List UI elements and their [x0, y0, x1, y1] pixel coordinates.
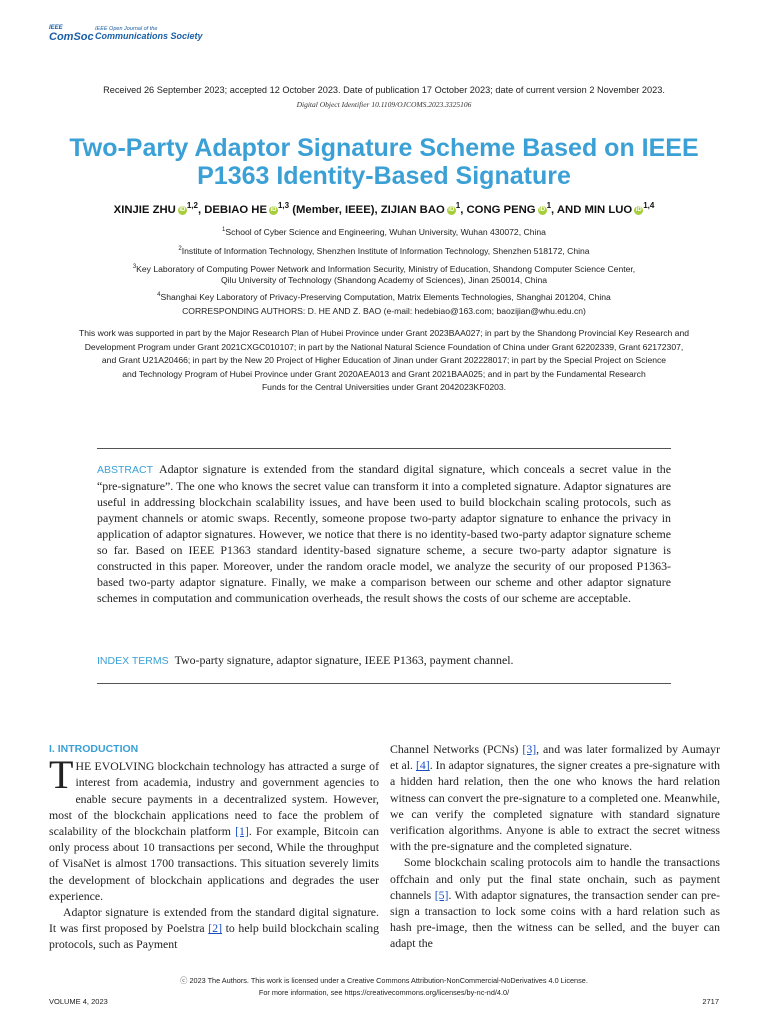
journal-name-line2: Communications Society — [95, 31, 203, 41]
journal-name-line1: IEEE Open Journal of the — [95, 26, 158, 32]
citation-link[interactable]: [2] — [208, 921, 223, 936]
volume-footer: VOLUME 4, 2023 — [49, 997, 108, 1006]
author-name: XINJIE ZHU — [113, 203, 176, 216]
paragraph — [390, 854, 720, 951]
funding-line: Development Program under Grant 2021CXGC010107; in part by the National Natural Science Foundation of China under Grant 62202339, Grant 62172307, — [84, 341, 684, 352]
orcid-icon[interactable]: iD — [448, 206, 455, 213]
corresponding-authors: CORRESPONDING AUTHORS: D. HE AND Z. BAO (e-mail: hedebiao@163.com; baozijian@whu.edu.cn) — [182, 306, 586, 316]
paragraph-text: Some blockchain scaling protocols aim to handle the transactions offchain and only put the final state onchain, such as payment channels — [390, 855, 720, 902]
license-text: 2023 The Authors. This work is licensed under a Creative Commons Attribution-NonCommercial-NoDerivatives 4.0 License. — [189, 976, 588, 985]
citation-link[interactable]: [3] — [522, 742, 537, 756]
publication-dates: Received 26 September 2023; accepted 12 October 2023. Date of publication 17 October 2023; date of current version 2 November 2023. — [103, 85, 665, 95]
paragraph-text: Channel Networks (PCNs) — [390, 742, 523, 756]
comsoc-logo — [49, 24, 94, 44]
affil-text: Qilu University of Technology (Shandong Academy of Sciences), Jinan 250014, China — [220, 274, 548, 285]
author-list — [20, 201, 748, 216]
abstract — [97, 461, 671, 606]
affil-number: 1 — [222, 227, 226, 233]
logo-line1: IEEE — [49, 25, 63, 31]
author-name: , DEBIAO HE — [197, 203, 267, 216]
paragraph-text: HE EVOLVING blockchain technology has attracted a surge of interest from academia, industry and government agencies to enable secure payments in a decentralized system. However, most of the blockchain applications need to face the problem of scalability of the blockchain platform — [49, 759, 379, 839]
citation-link[interactable]: [5] — [434, 887, 449, 902]
abstract-top-rule — [97, 448, 671, 449]
citation-link[interactable]: [1] — [235, 824, 249, 839]
funding-line: This work was supported in part by the Major Research Plan of Hubei Province under Grant 2023BAA027; in part by the Shandong Provincial Key Research and — [78, 328, 690, 338]
author-name: , CONG PENG — [460, 203, 536, 216]
author-affil: 1,2 — [186, 201, 198, 210]
right-column — [390, 741, 720, 952]
affil-number: 2 — [178, 246, 182, 252]
affil-text: School of Cyber Science and Engineering, Wuhan University, Wuhan 430072, China — [225, 226, 546, 237]
author-affil: 1 — [455, 201, 461, 210]
funding-line: Funds for the Central Universities under Grant 2042023KF0203. — [261, 382, 507, 393]
doi: Digital Object Identifier 10.1109/OJCOMS.2023.3325106 — [296, 100, 472, 109]
funding-statement — [48, 327, 720, 395]
abstract-label: ABSTRACT — [97, 464, 154, 476]
abstract-text: Adaptor signature is extended from the standard digital signature, which conceals a secret value in the “pre-signature”. The one who knows the secret value can transform it into a completed signature. Adaptor signatures are useful in addressing blockchain scalability issues, and have been used to build blockchain scaling protocols, such as payment channels or atomic swaps. Recently, someone propose two-party adaptor signature to enhance the privacy in application of adaptor signatures. However, we notice that there is no identity-based two-party adaptor signature scheme so far. Based on IEEE P1363 standard identity-based signature scheme, a secure two-party adaptor signature is constructed in this paper. Moreover, under the random oracle model, we analyze the security of our proposed P1363-based two-party adaptor signature. Finally, we make a comparison between our scheme and other adaptor signature schemes in computation and communication overheads, the result shows the costs of our scheme are acceptable. — [97, 462, 671, 605]
affil-text: Key Laboratory of Computing Power Network and Information Security, Ministry of Education, Shandong Computer Science Center, — [136, 263, 636, 274]
index-terms-text: Two-party signature, adaptor signature, IEEE P1363, payment channel. — [174, 653, 514, 667]
affil-number: 4 — [157, 292, 161, 298]
orcid-icon[interactable]: iD — [539, 206, 546, 213]
paragraph — [49, 904, 379, 953]
author-name: (Member, IEEE), ZIJIAN BAO — [289, 203, 445, 216]
funding-line: and Technology Program of Hubei Province under Grant 2020AEA013 and Grant 2021BAA025; and in part by the Fundamental Research — [122, 368, 646, 379]
author-affil: 1,3 — [277, 201, 290, 210]
paragraph-text: . In adaptor signatures, the signer creates a pre-signature with a hidden hard relation, then the one who knows the hard relation witness can convert the pre-signature to a completed one. Meanwhile, we can verify the completed signature with standard signature verification algorithms. Anyone is able to extract the secret witness with the pre-signature and the completed signature. — [390, 758, 721, 854]
affil-number: 3 — [132, 264, 137, 270]
license-line-1 — [0, 975, 768, 987]
affil-text: Shanghai Key Laboratory of Privacy-Preserving Computation, Matrix Elements Technologies, Shanghai 201204, China — [160, 291, 611, 302]
author-affil: 1 — [546, 201, 552, 210]
paragraph — [390, 741, 720, 854]
abstract-bottom-rule — [97, 683, 671, 684]
license-link[interactable]: For more information, see https://creativecommons.org/licenses/by-nc-nd/4.0/ — [258, 988, 510, 997]
affil-text: Institute of Information Technology, Shenzhen Institute of Information Technology, Shenzhen 518172, China — [181, 245, 590, 256]
affiliation-2 — [0, 244, 768, 257]
paragraph-text: . For example, Bitcoin can only process about 10 transactions per second, While the throughput of VisaNet is almost 1700 transactions. This situation severely limits the development of blockchain applications and degrades the user experience. — [49, 824, 379, 903]
paragraph-text: Adaptor signature is extended from the standard digital signature. It was first proposed by Poelstra — [49, 905, 379, 936]
section-heading: I. INTRODUCTION — [49, 743, 139, 755]
left-column — [49, 741, 379, 953]
drop-cap: T — [49, 752, 74, 798]
affiliation-3 — [0, 262, 768, 286]
index-terms — [97, 652, 671, 669]
paper-title: Two-Party Adaptor Signature Scheme Based on IEEE P1363 Identity-Based Signature — [69, 134, 699, 190]
affiliation-4 — [0, 290, 768, 303]
affiliation-1 — [0, 225, 768, 238]
orcid-icon[interactable]: iD — [635, 206, 642, 213]
page-number: 2717 — [702, 997, 719, 1006]
logo-line2: ComSoc — [49, 31, 94, 43]
paragraph — [49, 752, 379, 904]
funding-line: and Grant U21A20466; in part by the New 20 Project of Higher Education of Jinan under Grant 202228017; in part by the Special Project on Science — [101, 355, 667, 366]
orcid-icon[interactable]: iD — [270, 206, 277, 213]
paragraph-text: , and was later formalized by Aumayr et al. — [390, 742, 720, 773]
author-affil: 1,4 — [643, 201, 655, 210]
orcid-icon[interactable]: iD — [179, 206, 186, 213]
citation-link[interactable]: [4] — [415, 758, 430, 773]
index-terms-label: INDEX TERMS — [97, 655, 169, 667]
paragraph-text: . With adaptor signatures, the transaction sender can pre-sign a transaction to lock some coins with a hard relation such as hash pre-image, then the witness can be selled, and the buyer can adapt the — [390, 887, 720, 951]
license-notice — [0, 975, 768, 999]
author-name: , AND MIN LUO — [551, 203, 633, 216]
copyright-cc-icon: ⓒ — [180, 976, 188, 985]
paragraph-text: to help build blockchain scaling protocols, such as Payment — [49, 921, 379, 952]
